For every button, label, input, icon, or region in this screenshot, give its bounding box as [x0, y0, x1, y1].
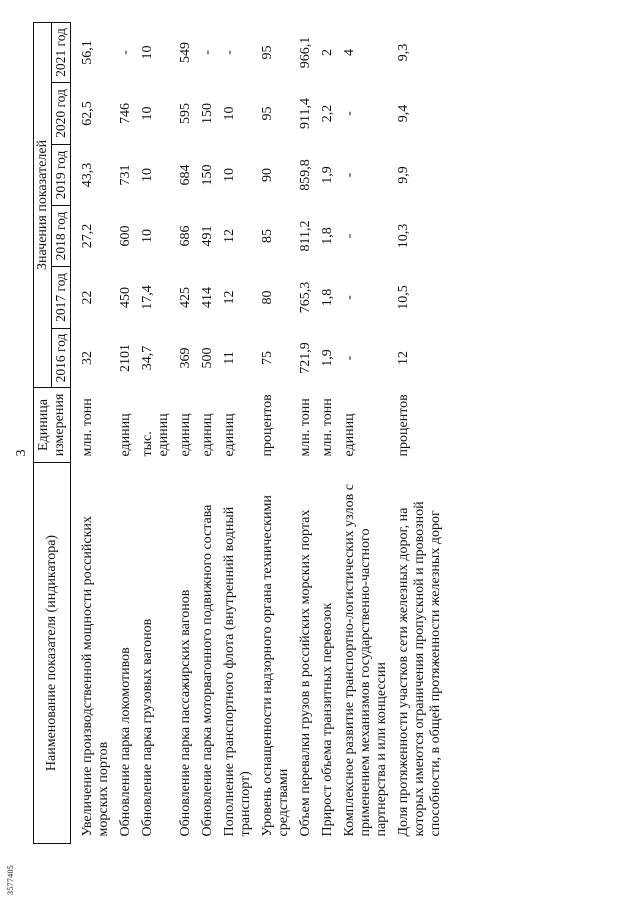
indicator-name: Объем перевалки грузов в российских морских портах [298, 509, 313, 837]
indicator-name: Обновление парка локомотивов [118, 647, 133, 837]
value-cell: - [342, 111, 357, 116]
value-cell: 859,8 [298, 159, 313, 191]
value-cell: 686 [178, 225, 193, 247]
header-year: 2016 год [52, 329, 71, 388]
unit-cell: единиц [342, 413, 357, 457]
value-cell: 1,9 [320, 166, 335, 184]
indicator-name: Доля протяженности участков сети железных дорог, на которых имеются ограничения пропускной и провозной способности, в общей протяженности железных дорог [396, 501, 443, 837]
value-cell: 765,3 [298, 281, 313, 314]
value-cell: 32 [80, 351, 95, 365]
table-row [393, 22, 447, 843]
value-cell: 811,2 [298, 220, 313, 252]
table-row [295, 22, 317, 843]
value-cell: 1,9 [320, 349, 335, 367]
value-cell: 684 [178, 164, 193, 186]
unit-cell: единиц [118, 413, 133, 457]
value-cell: 43,3 [80, 162, 95, 188]
value-cell: - [342, 172, 357, 178]
value-cell: - [200, 50, 215, 55]
value-cell: 10 [140, 45, 155, 60]
value-cell: 10 [222, 168, 237, 182]
table-row [175, 22, 197, 843]
table-row [219, 22, 257, 843]
header-year: 2021 год [52, 22, 71, 82]
header-year: 2018 год [52, 206, 71, 267]
table-body [71, 22, 448, 843]
value-cell: 75 [260, 351, 275, 365]
value-cell: 34,7 [140, 345, 155, 371]
indicator-name: Прирост объема транзитных перевозок [320, 602, 335, 837]
value-cell: 746 [118, 103, 133, 124]
value-cell: 450 [118, 287, 133, 308]
indicator-name: Обновление парка моторвагонного подвижного состава [200, 504, 215, 837]
value-cell: 95 [260, 106, 275, 121]
value-cell: 911,4 [298, 98, 313, 129]
value-cell: - [222, 50, 237, 55]
value-cell: 10 [222, 106, 237, 121]
value-cell: 10 [140, 106, 155, 121]
unit-cell: единиц [178, 413, 193, 457]
value-cell: 10,5 [396, 285, 411, 310]
header-name: Наименование показателя (индикатора) [34, 463, 71, 844]
value-cell: 22 [80, 290, 95, 305]
header-year: 2019 год [52, 145, 71, 206]
value-cell: 721,9 [298, 342, 313, 374]
value-cell: 85 [260, 229, 275, 243]
indicator-name: Увеличение производственной мощности российских морских портов [80, 516, 111, 837]
value-cell: 595 [178, 103, 193, 124]
value-cell: 4 [342, 48, 357, 56]
value-cell: 10 [140, 229, 155, 243]
value-cell: 150 [200, 164, 215, 186]
unit-cell: тыс. единиц [140, 413, 171, 457]
value-cell: 10 [140, 168, 155, 182]
value-cell: 12 [396, 351, 411, 365]
header-values-group: Значения показателей [34, 22, 52, 387]
table-row [257, 22, 295, 843]
value-cell: 95 [260, 45, 275, 60]
value-cell: 1,8 [320, 288, 335, 307]
value-cell: 27,2 [80, 223, 95, 249]
value-cell: 9,3 [396, 43, 411, 62]
table-row [339, 22, 393, 843]
value-cell: 2,2 [320, 104, 335, 123]
unit-cell: млн. тонн [320, 398, 335, 457]
value-cell: - [342, 295, 357, 300]
value-cell: 11 [222, 351, 237, 365]
value-cell: 12 [222, 290, 237, 305]
indicator-name: Пополнение транспортного флота (внутренний водный транспорт) [222, 506, 253, 837]
unit-cell: единиц [222, 413, 237, 457]
value-cell: 369 [178, 347, 193, 369]
value-cell: 9,9 [396, 166, 411, 184]
indicator-name: Комплексное развитие транспортно-логистических узлов с применением механизмов государственно-частного партнерства и или концессии [342, 484, 389, 837]
value-cell: 90 [260, 168, 275, 182]
table-row [115, 22, 137, 843]
value-cell: 966,1 [298, 36, 313, 69]
indicator-name: Обновление парка грузовых вагонов [140, 618, 155, 837]
header-year: 2020 год [52, 83, 71, 145]
value-cell: 2 [320, 48, 335, 56]
value-cell: 600 [118, 225, 133, 247]
indicators-table [33, 22, 447, 844]
value-cell: 10,3 [396, 223, 411, 249]
value-cell: - [342, 355, 357, 361]
value-cell: 1,8 [320, 227, 335, 245]
document-id: 3577405 [6, 864, 15, 895]
value-cell: - [342, 233, 357, 239]
indicator-name: Обновление парка пассажирских вагонов [178, 589, 193, 837]
value-cell: 549 [178, 41, 193, 63]
value-cell: 56,1 [80, 40, 95, 65]
table-row [137, 22, 175, 843]
header-year: 2017 год [52, 267, 71, 329]
value-cell: 414 [200, 287, 215, 308]
value-cell: 80 [260, 290, 275, 305]
value-cell: 9,4 [396, 104, 411, 123]
unit-cell: млн. тонн [80, 398, 95, 457]
table-row [71, 22, 116, 843]
value-cell: - [118, 50, 133, 55]
value-cell: 150 [200, 103, 215, 124]
value-cell: 425 [178, 287, 193, 308]
unit-cell: процентов [396, 394, 411, 457]
value-cell: 491 [200, 225, 215, 247]
unit-cell: единиц [200, 413, 215, 457]
indicator-name: Уровень оснащенности надзорного органа техническими средствами [260, 495, 291, 837]
header-row-top [34, 22, 52, 843]
page-number: 3 [14, 449, 29, 457]
value-cell: 2101 [118, 344, 133, 372]
table-row [317, 22, 339, 843]
unit-cell: млн. тонн [298, 398, 313, 457]
value-cell: 17,4 [140, 285, 155, 310]
value-cell: 62,5 [80, 101, 95, 126]
unit-cell: процентов [260, 394, 275, 457]
value-cell: 731 [118, 164, 133, 186]
value-cell: 500 [200, 347, 215, 369]
value-cell: 12 [222, 229, 237, 243]
table-row [197, 22, 219, 843]
header-unit: Единица измерения [34, 388, 71, 463]
